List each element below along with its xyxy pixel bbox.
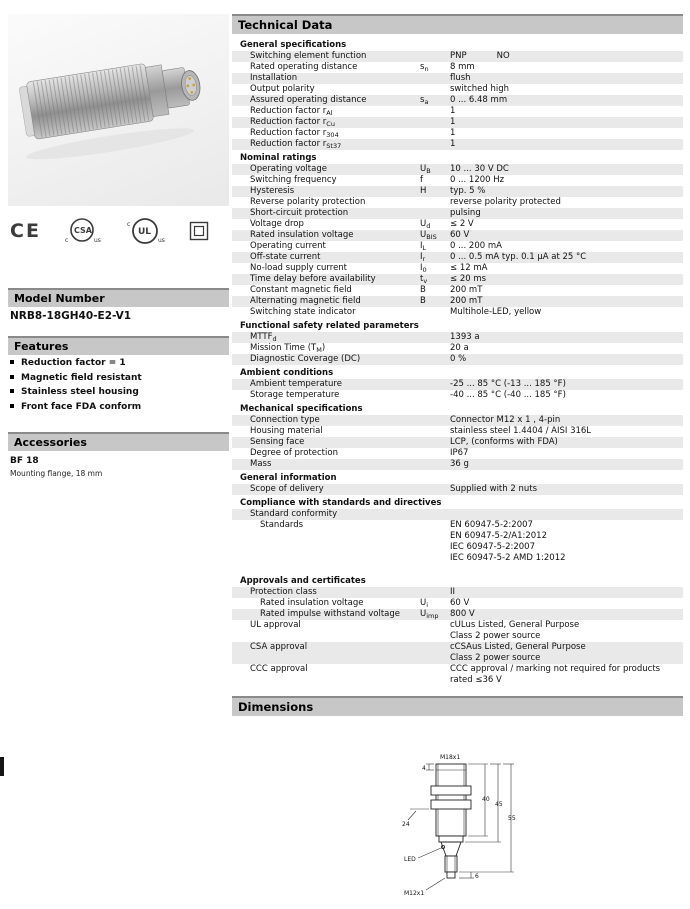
spec-label: Operating current — [250, 241, 326, 251]
feature-text: Front face FDA conform — [21, 401, 142, 412]
spec-label: Mission Time $(T_M)$ — [250, 343, 326, 354]
spec-value: -25 ... 85 °C (-13 ... 185 °F) — [450, 379, 566, 389]
spec-label: Storage temperature — [250, 390, 340, 400]
spec-value: 0 ... 0.5 mA typ. 0.1 µA at 25 °C — [450, 252, 587, 262]
dim-label-led: LED — [404, 856, 416, 863]
spec-row — [232, 139, 683, 150]
spec-value: typ. 5 % — [450, 186, 486, 196]
features-header: Features — [8, 336, 229, 355]
spec-value: 60 V — [450, 230, 470, 240]
spec-symbol: $U_B$ — [420, 164, 431, 175]
spec-row — [232, 252, 683, 263]
spec-value: cCSAus Listed, General Purpose Class 2 power source — [450, 642, 586, 663]
spec-row — [232, 84, 683, 95]
spec-row — [232, 520, 683, 564]
spec-value: 0 ... 6.48 mm — [450, 95, 508, 105]
spec-row — [232, 343, 683, 354]
dim-label-24: 24 — [402, 821, 410, 828]
spec-symbol: $s_n$ — [420, 62, 429, 73]
feature-item — [10, 373, 229, 383]
spec-label: Degree of protection — [250, 448, 338, 458]
spec-label: Protection class — [250, 587, 317, 597]
spec-label: Rated impulse withstand voltage — [260, 609, 400, 619]
section-header: Approvals and certificates — [240, 576, 366, 586]
feature-item — [10, 387, 229, 397]
spec-label: Operating voltage — [250, 164, 327, 174]
ul-logo-icon — [125, 216, 167, 246]
spec-label: Reduction factor $r_{Al}$ — [250, 106, 333, 117]
spec-value: 1 — [450, 117, 456, 127]
spec-label: Ambient temperature — [250, 379, 342, 389]
spec-row — [232, 448, 683, 459]
certification-logos — [10, 214, 229, 248]
protection-class-ii-icon — [189, 221, 209, 241]
spec-label: Rated insulation voltage — [260, 598, 364, 608]
spec-value: EN 60947-5-2:2007 EN 60947-5-2/A1:2012 IEC 60947-5-2:2007 IEC 60947-5-2 AMD 1:2012 — [450, 520, 566, 563]
section-header: Functional safety related parameters — [240, 321, 419, 331]
spec-symbol: $t_v$ — [420, 274, 428, 285]
svg-text:us: us — [157, 237, 165, 244]
spec-row — [232, 197, 683, 208]
svg-text:UL: UL — [137, 227, 151, 237]
svg-text:c: c — [64, 237, 69, 244]
spec-value: -40 ... 85 °C (-40 ... 185 °F) — [450, 390, 566, 400]
spec-value: II — [450, 587, 456, 597]
spec-row — [232, 415, 683, 426]
spec-label: Alternating magnetic field — [250, 296, 361, 306]
spec-label: Reduction factor $r_{St37}$ — [250, 139, 342, 150]
spec-value: 1 — [450, 128, 456, 138]
spec-value: 8 mm — [450, 62, 475, 72]
dim-label-55: 55 — [508, 815, 516, 822]
spec-value: PNP NO — [450, 51, 510, 61]
spec-row — [232, 332, 683, 343]
spec-row — [232, 73, 683, 84]
section-header: General specifications — [240, 40, 347, 50]
dimension-drawing — [396, 750, 536, 908]
spec-row — [232, 307, 683, 318]
spec-row — [232, 296, 683, 307]
spec-label: Switching frequency — [250, 175, 337, 185]
spec-row — [232, 664, 683, 686]
spec-value: 10 ... 30 V DC — [450, 164, 509, 174]
spec-label: UL approval — [250, 620, 301, 630]
spec-label: Switching state indicator — [250, 307, 356, 317]
spec-row — [232, 241, 683, 252]
spec-label: Mass — [250, 459, 272, 469]
spec-row — [232, 642, 683, 664]
spec-row — [232, 208, 683, 219]
spec-label: Diagnostic Coverage (DC) — [250, 354, 361, 364]
ce-mark-icon: CE — [10, 220, 41, 242]
spec-label: Housing material — [250, 426, 323, 436]
spec-row — [232, 106, 683, 117]
spec-symbol: H — [420, 186, 427, 196]
spec-row — [232, 379, 683, 390]
spec-symbol: $U_{BIS}$ — [420, 230, 437, 241]
spec-symbol: f — [420, 175, 423, 185]
spec-row — [232, 175, 683, 186]
spec-label: Scope of delivery — [250, 484, 324, 494]
spec-label: Reduction factor $r_{Cu}$ — [250, 117, 335, 128]
spec-label: No-load supply current — [250, 263, 348, 273]
model-number: NRB8-18GH40-E2-V1 — [10, 310, 132, 322]
spec-label: Sensing face — [250, 437, 305, 447]
spec-symbol: $U_d$ — [420, 219, 431, 230]
feature-text: Magnetic field resistant — [21, 372, 142, 383]
spec-row — [232, 51, 683, 62]
spec-symbol: $I_r$ — [420, 252, 426, 263]
feature-text: Reduction factor = 1 — [21, 358, 126, 368]
spec-value: flush — [450, 73, 471, 83]
dim-label-m18: M18x1 — [440, 754, 461, 761]
spec-value: 0 % — [450, 354, 467, 364]
spec-label: Switching element function — [250, 51, 367, 61]
spec-value: 36 g — [450, 459, 469, 469]
spec-symbol: $U_i$ — [420, 598, 429, 609]
spec-row — [232, 390, 683, 401]
spec-value: pulsing — [450, 208, 481, 218]
spec-label: Standard conformity — [250, 509, 338, 519]
dim-label-6: 6 — [475, 873, 479, 880]
spec-value: Multihole-LED, yellow — [450, 307, 542, 317]
spec-value: Connector M12 x 1 , 4-pin — [450, 415, 561, 425]
spec-row — [232, 62, 683, 73]
spec-value: 0 ... 200 mA — [450, 241, 502, 251]
spec-row — [232, 354, 683, 365]
spec-label: Hysteresis — [250, 186, 295, 196]
feature-text: Stainless steel housing — [21, 387, 139, 397]
spec-row — [232, 285, 683, 296]
spec-row — [232, 164, 683, 175]
spec-row — [232, 117, 683, 128]
product-photo — [8, 14, 229, 206]
spec-symbol: B — [420, 296, 426, 306]
spec-row — [232, 95, 683, 106]
spec-value: 200 mT — [450, 285, 483, 295]
dim-label-4: 4 — [422, 765, 426, 772]
sensor-image — [8, 14, 229, 206]
spec-row — [232, 219, 683, 230]
spec-value: 0 ... 1200 Hz — [450, 175, 505, 185]
spec-value: ≤ 2 V — [450, 219, 474, 229]
section-header: Nominal ratings — [240, 153, 317, 163]
spec-value: switched high — [450, 84, 509, 94]
spec-label: Reduction factor $r_{304}$ — [250, 128, 339, 139]
spec-row — [232, 274, 683, 285]
accessory-description: Mounting flange, 18 mm — [10, 469, 103, 478]
spec-label: Output polarity — [250, 84, 315, 94]
spec-row — [232, 620, 683, 642]
section-header: Ambient conditions — [240, 368, 334, 378]
spec-label: Rated insulation voltage — [250, 230, 354, 240]
spec-value: LCP, (conforms with FDA) — [450, 437, 558, 447]
feature-item — [10, 358, 229, 368]
spec-value: 800 V — [450, 609, 475, 619]
spec-label: CCC approval — [250, 664, 308, 674]
spec-value: reverse polarity protected — [450, 197, 561, 207]
spec-value: 1 — [450, 106, 456, 116]
spec-value: 1393 a — [450, 332, 480, 342]
accessories-header: Accessories — [8, 432, 229, 451]
spec-value: IP67 — [450, 448, 469, 458]
svg-text:us: us — [93, 237, 101, 244]
section-header: Mechanical specifications — [240, 404, 363, 414]
spec-value: CCC approval / marking not required for products rated ≤36 V — [450, 664, 661, 685]
features-list — [10, 358, 229, 416]
spec-row — [232, 609, 683, 620]
spec-row — [232, 426, 683, 437]
spec-label: Connection type — [250, 415, 320, 425]
spec-row — [232, 263, 683, 274]
spec-label: Assured operating distance — [250, 95, 367, 105]
dimensions-header: Dimensions — [232, 696, 683, 716]
spec-symbol: B — [420, 285, 426, 295]
spec-row — [232, 128, 683, 139]
section-gap — [232, 564, 683, 573]
spec-label: Short-circuit protection — [250, 208, 349, 218]
spec-label: Time delay before availability — [250, 274, 376, 284]
spec-value: ≤ 20 ms — [450, 274, 487, 284]
spec-value: 1 — [450, 139, 456, 149]
spec-symbol: $I_L$ — [420, 241, 427, 252]
spec-symbol: $s_a$ — [420, 95, 429, 106]
spec-label: Installation — [250, 73, 298, 83]
spec-row — [232, 587, 683, 598]
spec-value: stainless steel 1.4404 / AISI 316L — [450, 426, 592, 436]
svg-text:CSA: CSA — [73, 226, 92, 235]
spec-symbol: $I_0$ — [420, 263, 427, 274]
spec-label: Off-state current — [250, 252, 321, 262]
section-header: Compliance with standards and directives — [240, 498, 442, 508]
spec-label: Constant magnetic field — [250, 285, 352, 295]
technical-data-table — [232, 37, 683, 686]
bullet-icon — [10, 360, 14, 364]
spec-row — [232, 437, 683, 448]
model-number-header: Model Number — [8, 288, 229, 307]
spec-label: Reverse polarity protection — [250, 197, 366, 207]
spec-row — [232, 230, 683, 241]
feature-item — [10, 402, 229, 412]
spec-value: 20 a — [450, 343, 469, 353]
spec-row — [232, 509, 683, 520]
spec-value: ≤ 12 mA — [450, 263, 488, 273]
technical-data-header: Technical Data — [232, 14, 683, 34]
spec-row — [232, 484, 683, 495]
spec-row — [232, 459, 683, 470]
section-header: General information — [240, 473, 337, 483]
spec-row — [232, 598, 683, 609]
svg-text:c: c — [126, 221, 131, 228]
spec-row — [232, 186, 683, 197]
spec-label: $MTTF_d$ — [250, 332, 277, 343]
spec-label: CSA approval — [250, 642, 308, 652]
spec-value: 200 mT — [450, 296, 483, 306]
csa-logo-icon — [63, 216, 103, 246]
bullet-icon — [10, 404, 14, 408]
spec-value: Supplied with 2 nuts — [450, 484, 538, 494]
dim-label-40: 40 — [482, 796, 490, 803]
right-column — [232, 14, 683, 716]
accessory-name: BF 18 — [10, 456, 39, 466]
spec-symbol: $U_{imp}$ — [420, 609, 439, 620]
print-crop-mark — [0, 757, 4, 776]
bullet-icon — [10, 389, 14, 393]
bullet-icon — [10, 375, 14, 379]
spec-value: cULus Listed, General Purpose Class 2 power source — [450, 620, 580, 641]
spec-label: Standards — [260, 520, 304, 530]
spec-value: 60 V — [450, 598, 470, 608]
dim-label-m12: M12x1 — [404, 890, 425, 897]
spec-label: Voltage drop — [250, 219, 304, 229]
dim-label-45: 45 — [495, 801, 503, 808]
spec-label: Rated operating distance — [250, 62, 358, 72]
